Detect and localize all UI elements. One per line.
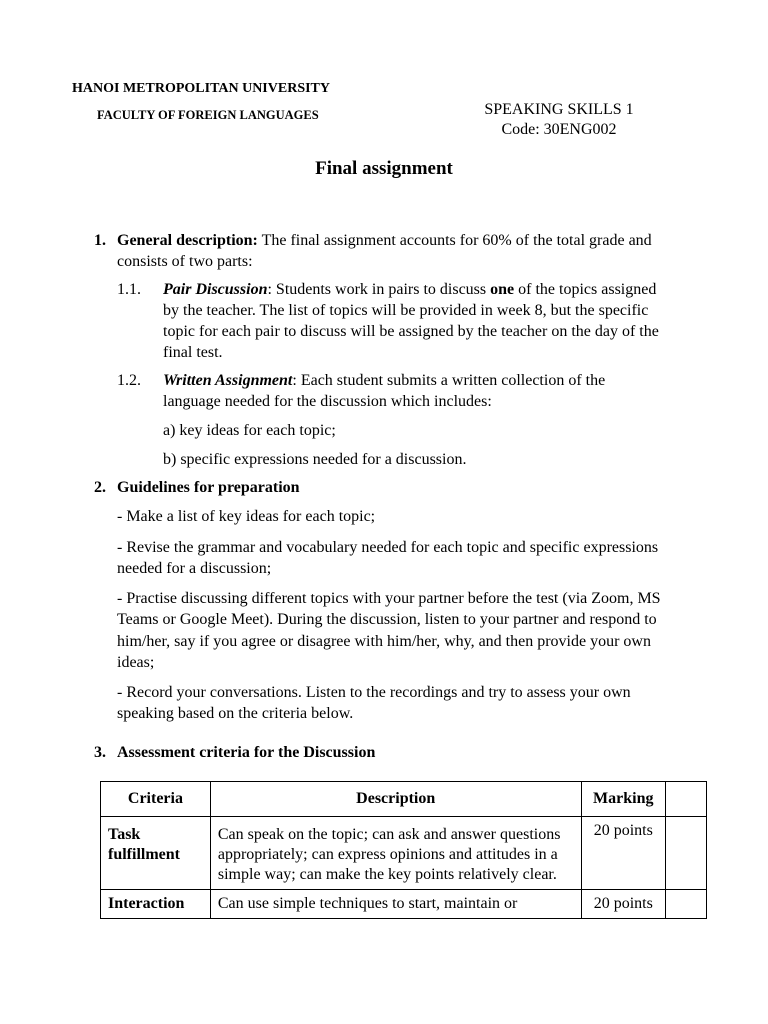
- guideline-item: - Practise discussing different topics with your partner before the test (via Zoom, MS: [117, 590, 661, 607]
- section-number: 2.: [94, 479, 106, 496]
- subsection-heading: Pair Discussion: [163, 281, 268, 298]
- column-header: Marking: [581, 782, 665, 817]
- guideline-item: him/her, say if you agree or disagree with him/her, why, and then provide your own: [117, 633, 651, 650]
- section-1-line-2: consists of two parts:: [117, 253, 253, 270]
- subsection-1-line-1: [163, 279, 656, 300]
- guideline-item: speaking based on the criteria below.: [117, 705, 354, 722]
- criteria-text: Task: [108, 826, 141, 843]
- criteria-cell: [101, 817, 211, 890]
- criteria-text: fulfillment: [108, 846, 180, 863]
- guideline-item: - Revise the grammar and vocabulary needed for each topic and specific expressions: [117, 539, 659, 556]
- section-heading: Guidelines for preparation: [117, 479, 300, 496]
- section-number: 1.: [94, 232, 106, 249]
- section-1-line-1: [117, 230, 652, 251]
- description-cell: Can use simple techniques to start, maintain or: [210, 890, 581, 919]
- section-text: The final assignment accounts for 60% of the total grade and: [257, 232, 652, 249]
- section-heading: General description:: [117, 232, 258, 249]
- guideline-item: - Record your conversations. Listen to the recordings and try to assess your own: [117, 684, 631, 701]
- text-span: : Students work in pairs to discuss: [267, 281, 491, 298]
- marking-cell: 20 points: [581, 890, 665, 919]
- table-header-row: [101, 782, 707, 817]
- guideline-item: Teams or Google Meet). During the discussion, listen to your partner and respond to: [117, 611, 657, 628]
- text-span: of the topics assigned: [514, 281, 657, 298]
- faculty-name: FACULTY OF FOREIGN LANGUAGES: [97, 108, 319, 122]
- column-header: Criteria: [101, 782, 211, 817]
- table-row: [101, 817, 707, 890]
- subsection-1-line-2: by the teacher. The list of topics will be provided in week 8, but the specific: [163, 302, 649, 319]
- subsection-1-line-3: topic for each pair to discuss will be assigned by the teacher on the day of the: [163, 323, 659, 340]
- subsection-heading: Written Assignment: [163, 372, 293, 389]
- list-item: b) specific expressions needed for a discussion.: [163, 451, 467, 468]
- column-header: Description: [210, 782, 581, 817]
- subsection-2-line-1: [163, 370, 605, 391]
- assessment-criteria-table: [100, 781, 707, 919]
- column-header: [665, 782, 706, 817]
- subsection-number: 1.2.: [117, 372, 141, 389]
- list-item: a) key ideas for each topic;: [163, 422, 336, 439]
- course-name: SPEAKING SKILLS 1: [484, 101, 634, 118]
- university-name: HANOI METROPOLITAN UNIVERSITY: [72, 81, 330, 96]
- guideline-item: needed for a discussion;: [117, 560, 272, 577]
- extra-cell: [665, 817, 706, 890]
- text-span: : Each student submits a written collection of the: [292, 372, 606, 389]
- marking-cell: 20 points: [581, 817, 665, 890]
- section-heading: Assessment criteria for the Discussion: [117, 744, 376, 761]
- table-row: [101, 890, 707, 919]
- page-title: Final assignment: [315, 158, 453, 179]
- guideline-item: ideas;: [117, 654, 155, 671]
- subsection-2-line-2: language needed for the discussion which includes:: [163, 393, 492, 410]
- subsection-number: 1.1.: [117, 281, 141, 298]
- section-number: 3.: [94, 744, 106, 761]
- criteria-cell: Interaction: [101, 890, 211, 919]
- guideline-item: - Make a list of key ideas for each topic;: [117, 508, 376, 525]
- subsection-1-line-4: final test.: [163, 344, 223, 361]
- emphasis-text: one: [490, 281, 515, 298]
- course-code: Code: 30ENG002: [501, 121, 617, 138]
- extra-cell: [665, 890, 706, 919]
- description-cell: Can speak on the topic; can ask and answer questions appropriately; can express opinions and attitudes in a simple way; can make the key points relatively clear.: [210, 817, 581, 890]
